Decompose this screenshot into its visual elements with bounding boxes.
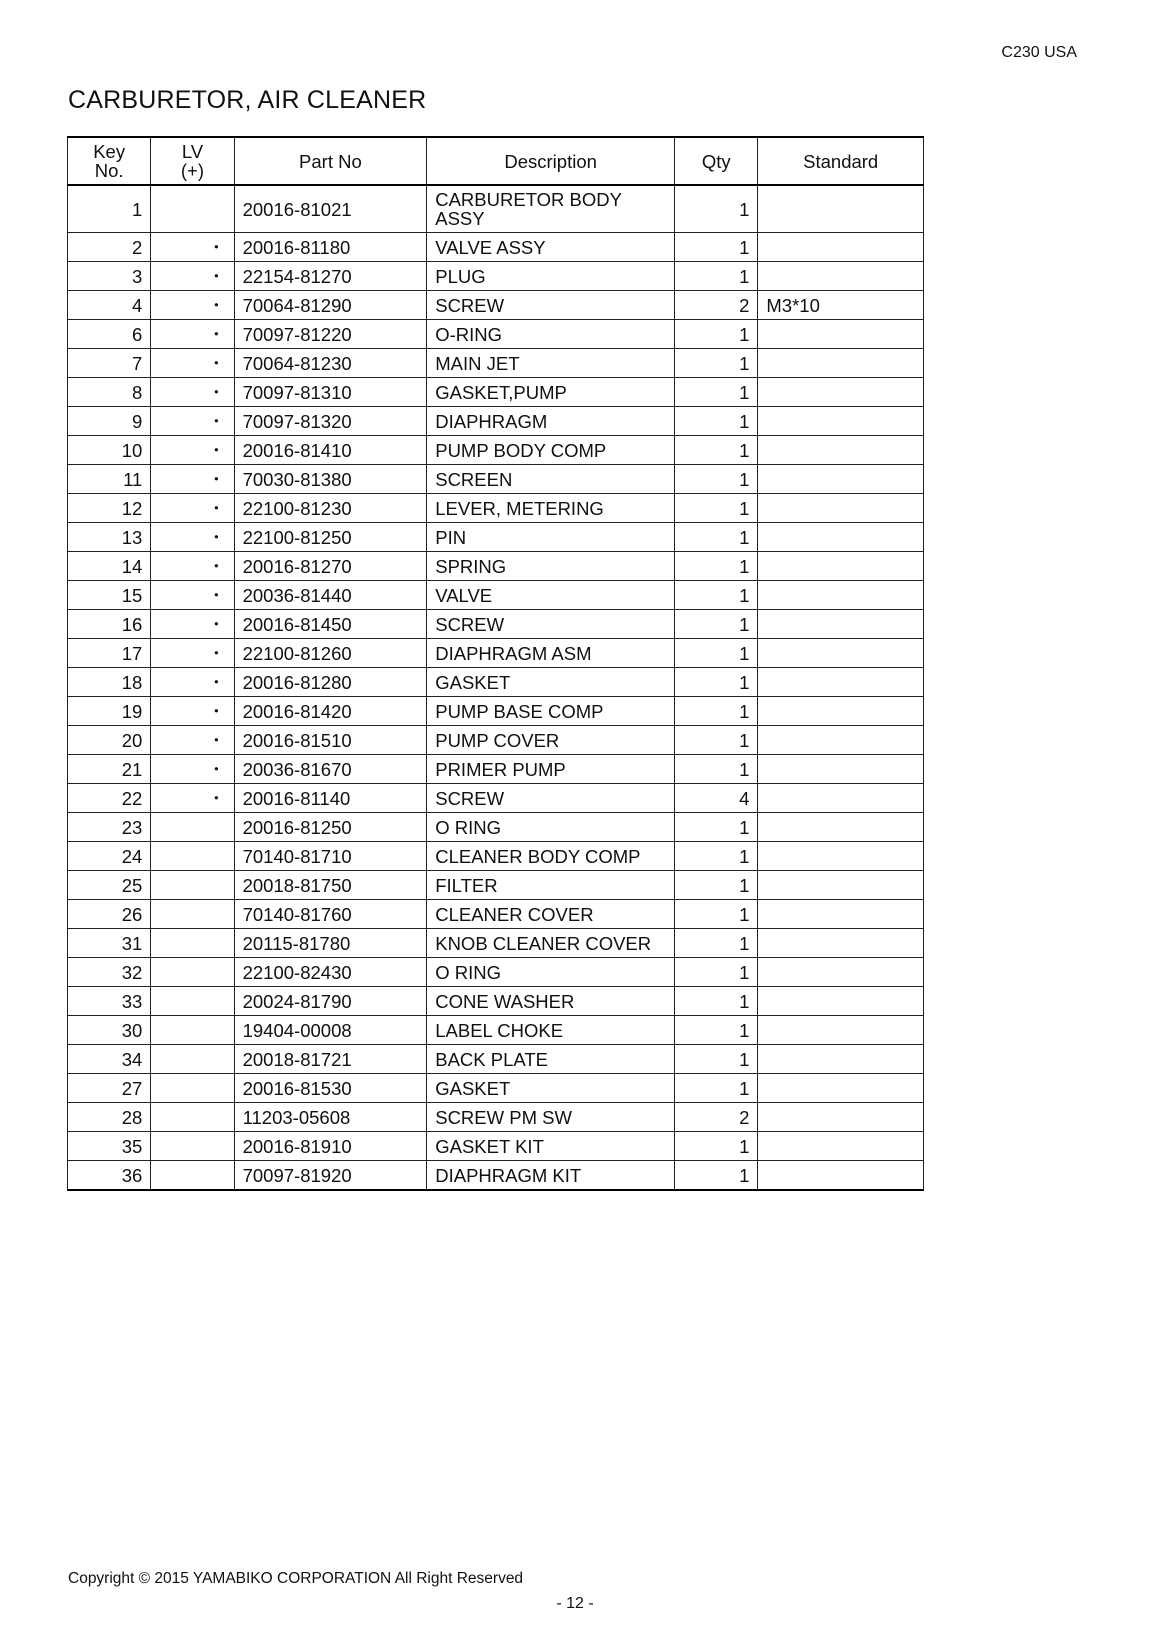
table-row — [68, 668, 924, 697]
table-row — [68, 262, 924, 291]
table-row — [68, 1103, 924, 1132]
table-row — [68, 1132, 924, 1161]
level-cell: ・ — [151, 581, 234, 610]
standard-cell — [758, 1161, 924, 1191]
key-no-cell: 21 — [68, 755, 151, 784]
standard-cell — [758, 1074, 924, 1103]
key-no-cell: 17 — [68, 639, 151, 668]
standard-cell — [758, 871, 924, 900]
key-no-cell: 36 — [68, 1161, 151, 1191]
model-label: C230 USA — [1001, 44, 1077, 61]
standard-cell — [758, 610, 924, 639]
description-cell: SCREW PM SW — [427, 1103, 675, 1132]
level-cell: ・ — [151, 784, 234, 813]
standard-cell — [758, 697, 924, 726]
key-no-cell: 1 — [68, 185, 151, 233]
standard-cell — [758, 233, 924, 262]
parts-table-header — [68, 137, 924, 185]
qty-cell: 1 — [675, 697, 758, 726]
key-no-cell: 8 — [68, 378, 151, 407]
table-row — [68, 784, 924, 813]
description-cell: SPRING — [427, 552, 675, 581]
table-row — [68, 291, 924, 320]
table-row — [68, 233, 924, 262]
description-cell: SCREEN — [427, 465, 675, 494]
table-row — [68, 871, 924, 900]
level-cell: ・ — [151, 291, 234, 320]
part-no-cell: 70030-81380 — [234, 465, 427, 494]
qty-cell: 1 — [675, 929, 758, 958]
standard-cell — [758, 185, 924, 233]
qty-cell: 4 — [675, 784, 758, 813]
level-cell: ・ — [151, 320, 234, 349]
description-cell: CARBURETOR BODY ASSY — [427, 185, 675, 233]
description-cell: PRIMER PUMP — [427, 755, 675, 784]
level-cell — [151, 1074, 234, 1103]
standard-cell — [758, 813, 924, 842]
part-no-cell: 20016-81140 — [234, 784, 427, 813]
key-no-cell: 25 — [68, 871, 151, 900]
key-no-cell: 2 — [68, 233, 151, 262]
qty-cell: 1 — [675, 639, 758, 668]
page-number: - 12 - — [556, 1595, 594, 1612]
standard-cell — [758, 958, 924, 987]
part-no-cell: 22100-81230 — [234, 494, 427, 523]
table-row — [68, 813, 924, 842]
page-title: CARBURETOR, AIR CLEANER — [68, 86, 427, 114]
part-no-cell: 22100-81250 — [234, 523, 427, 552]
description-cell: CONE WASHER — [427, 987, 675, 1016]
level-cell: ・ — [151, 494, 234, 523]
table-row — [68, 1161, 924, 1191]
level-cell — [151, 929, 234, 958]
key-no-cell: 11 — [68, 465, 151, 494]
level-cell: ・ — [151, 378, 234, 407]
key-no-cell: 3 — [68, 262, 151, 291]
table-row — [68, 639, 924, 668]
description-cell: MAIN JET — [427, 349, 675, 378]
level-cell: ・ — [151, 233, 234, 262]
standard-cell — [758, 755, 924, 784]
level-cell: ・ — [151, 407, 234, 436]
column-header-lv: LV (+) — [151, 137, 234, 185]
key-no-cell: 14 — [68, 552, 151, 581]
standard-cell — [758, 552, 924, 581]
key-no-cell: 33 — [68, 987, 151, 1016]
part-no-cell: 70097-81220 — [234, 320, 427, 349]
description-cell: VALVE — [427, 581, 675, 610]
part-no-cell: 20016-81280 — [234, 668, 427, 697]
key-no-cell: 15 — [68, 581, 151, 610]
key-no-cell: 18 — [68, 668, 151, 697]
level-cell: ・ — [151, 552, 234, 581]
level-cell: ・ — [151, 465, 234, 494]
standard-cell — [758, 349, 924, 378]
part-no-cell: 22100-81260 — [234, 639, 427, 668]
qty-cell: 1 — [675, 320, 758, 349]
part-no-cell: 20018-81750 — [234, 871, 427, 900]
key-no-cell: 22 — [68, 784, 151, 813]
table-row — [68, 407, 924, 436]
level-cell — [151, 842, 234, 871]
qty-cell: 1 — [675, 1074, 758, 1103]
qty-cell: 1 — [675, 552, 758, 581]
table-row — [68, 987, 924, 1016]
description-cell: CLEANER BODY COMP — [427, 842, 675, 871]
qty-cell: 1 — [675, 407, 758, 436]
part-no-cell: 20016-81450 — [234, 610, 427, 639]
description-cell: GASKET — [427, 1074, 675, 1103]
table-row — [68, 494, 924, 523]
table-row — [68, 1016, 924, 1045]
part-no-cell: 20016-81530 — [234, 1074, 427, 1103]
key-no-cell: 34 — [68, 1045, 151, 1074]
qty-cell: 1 — [675, 610, 758, 639]
part-no-cell: 70140-81760 — [234, 900, 427, 929]
level-cell: ・ — [151, 349, 234, 378]
level-cell — [151, 987, 234, 1016]
description-cell: PUMP BODY COMP — [427, 436, 675, 465]
table-row — [68, 465, 924, 494]
qty-cell: 1 — [675, 378, 758, 407]
description-cell: PLUG — [427, 262, 675, 291]
standard-cell — [758, 639, 924, 668]
table-row — [68, 320, 924, 349]
part-no-cell: 70097-81920 — [234, 1161, 427, 1191]
column-header-qty: Qty — [675, 137, 758, 185]
standard-cell — [758, 1045, 924, 1074]
standard-cell — [758, 523, 924, 552]
description-cell: PUMP BASE COMP — [427, 697, 675, 726]
level-cell — [151, 185, 234, 233]
table-row — [68, 436, 924, 465]
level-cell — [151, 1103, 234, 1132]
standard-cell — [758, 378, 924, 407]
key-no-cell: 13 — [68, 523, 151, 552]
level-cell — [151, 813, 234, 842]
qty-cell: 1 — [675, 349, 758, 378]
qty-cell: 1 — [675, 1132, 758, 1161]
qty-cell: 1 — [675, 813, 758, 842]
key-no-cell: 30 — [68, 1016, 151, 1045]
description-cell: PIN — [427, 523, 675, 552]
copyright-notice: Copyright © 2015 YAMABIKO CORPORATION All Right Reserved — [68, 1570, 524, 1587]
part-no-cell: 20016-81410 — [234, 436, 427, 465]
description-cell: DIAPHRAGM — [427, 407, 675, 436]
qty-cell: 1 — [675, 494, 758, 523]
part-no-cell: 70097-81320 — [234, 407, 427, 436]
level-cell: ・ — [151, 755, 234, 784]
description-cell: SCREW — [427, 610, 675, 639]
level-cell: ・ — [151, 436, 234, 465]
key-no-cell: 35 — [68, 1132, 151, 1161]
table-row — [68, 755, 924, 784]
level-cell: ・ — [151, 668, 234, 697]
qty-cell: 1 — [675, 668, 758, 697]
table-row — [68, 378, 924, 407]
qty-cell: 1 — [675, 581, 758, 610]
key-no-cell: 27 — [68, 1074, 151, 1103]
description-cell: O RING — [427, 958, 675, 987]
description-cell: GASKET,PUMP — [427, 378, 675, 407]
standard-cell — [758, 900, 924, 929]
part-no-cell: 20018-81721 — [234, 1045, 427, 1074]
standard-cell — [758, 842, 924, 871]
qty-cell: 1 — [675, 262, 758, 291]
key-no-cell: 19 — [68, 697, 151, 726]
table-row — [68, 900, 924, 929]
table-row — [68, 581, 924, 610]
part-no-cell: 20016-81250 — [234, 813, 427, 842]
qty-cell: 1 — [675, 958, 758, 987]
column-header-standard: Standard — [758, 137, 924, 185]
table-row — [68, 842, 924, 871]
qty-cell: 1 — [675, 523, 758, 552]
standard-cell — [758, 1103, 924, 1132]
description-cell: CLEANER COVER — [427, 900, 675, 929]
table-row — [68, 929, 924, 958]
level-cell — [151, 1161, 234, 1191]
description-cell: DIAPHRAGM KIT — [427, 1161, 675, 1191]
qty-cell: 2 — [675, 291, 758, 320]
table-row — [68, 958, 924, 987]
part-no-cell: 70064-81230 — [234, 349, 427, 378]
part-no-cell: 20115-81780 — [234, 929, 427, 958]
qty-cell: 1 — [675, 233, 758, 262]
key-no-cell: 7 — [68, 349, 151, 378]
key-no-cell: 26 — [68, 900, 151, 929]
key-no-cell: 6 — [68, 320, 151, 349]
part-no-cell: 20016-81021 — [234, 185, 427, 233]
standard-cell — [758, 465, 924, 494]
key-no-cell: 32 — [68, 958, 151, 987]
description-cell: O RING — [427, 813, 675, 842]
column-header-description: Description — [427, 137, 675, 185]
level-cell — [151, 871, 234, 900]
part-no-cell: 70064-81290 — [234, 291, 427, 320]
standard-cell — [758, 1016, 924, 1045]
standard-cell — [758, 494, 924, 523]
description-cell: PUMP COVER — [427, 726, 675, 755]
qty-cell: 1 — [675, 1161, 758, 1191]
level-cell: ・ — [151, 639, 234, 668]
description-cell: LEVER, METERING — [427, 494, 675, 523]
standard-cell — [758, 1132, 924, 1161]
part-no-cell: 22100-82430 — [234, 958, 427, 987]
table-row — [68, 1045, 924, 1074]
description-cell: FILTER — [427, 871, 675, 900]
column-header-part-no: Part No — [234, 137, 427, 185]
parts-table-body — [68, 185, 924, 1190]
standard-cell — [758, 581, 924, 610]
qty-cell: 1 — [675, 436, 758, 465]
key-no-cell: 20 — [68, 726, 151, 755]
level-cell: ・ — [151, 697, 234, 726]
standard-cell — [758, 784, 924, 813]
table-row — [68, 349, 924, 378]
standard-cell — [758, 929, 924, 958]
qty-cell: 1 — [675, 900, 758, 929]
description-cell: VALVE ASSY — [427, 233, 675, 262]
part-no-cell: 20016-81270 — [234, 552, 427, 581]
standard-cell: M3*10 — [758, 291, 924, 320]
description-cell: O-RING — [427, 320, 675, 349]
level-cell — [151, 1016, 234, 1045]
part-no-cell: 70140-81710 — [234, 842, 427, 871]
part-no-cell: 22154-81270 — [234, 262, 427, 291]
level-cell: ・ — [151, 523, 234, 552]
qty-cell: 1 — [675, 842, 758, 871]
key-no-cell: 16 — [68, 610, 151, 639]
level-cell — [151, 900, 234, 929]
description-cell: KNOB CLEANER COVER — [427, 929, 675, 958]
part-no-cell: 20024-81790 — [234, 987, 427, 1016]
part-no-cell: 20016-81510 — [234, 726, 427, 755]
standard-cell — [758, 668, 924, 697]
key-no-cell: 23 — [68, 813, 151, 842]
level-cell — [151, 958, 234, 987]
qty-cell: 1 — [675, 987, 758, 1016]
table-row — [68, 610, 924, 639]
part-no-cell: 20016-81910 — [234, 1132, 427, 1161]
standard-cell — [758, 726, 924, 755]
key-no-cell: 4 — [68, 291, 151, 320]
column-header-key: Key No. — [68, 137, 151, 185]
table-row — [68, 185, 924, 233]
description-cell: DIAPHRAGM ASM — [427, 639, 675, 668]
level-cell: ・ — [151, 610, 234, 639]
table-row — [68, 552, 924, 581]
key-no-cell: 12 — [68, 494, 151, 523]
description-cell: GASKET — [427, 668, 675, 697]
parts-table — [67, 136, 924, 1191]
qty-cell: 1 — [675, 726, 758, 755]
level-cell: ・ — [151, 262, 234, 291]
table-row — [68, 523, 924, 552]
key-no-cell: 9 — [68, 407, 151, 436]
table-row — [68, 1074, 924, 1103]
qty-cell: 2 — [675, 1103, 758, 1132]
standard-cell — [758, 407, 924, 436]
part-no-cell: 20036-81670 — [234, 755, 427, 784]
part-no-cell: 11203-05608 — [234, 1103, 427, 1132]
qty-cell: 1 — [675, 1016, 758, 1045]
key-no-cell: 10 — [68, 436, 151, 465]
level-cell: ・ — [151, 726, 234, 755]
standard-cell — [758, 987, 924, 1016]
part-no-cell: 70097-81310 — [234, 378, 427, 407]
part-no-cell: 20016-81420 — [234, 697, 427, 726]
description-cell: LABEL CHOKE — [427, 1016, 675, 1045]
standard-cell — [758, 436, 924, 465]
qty-cell: 1 — [675, 1045, 758, 1074]
level-cell — [151, 1045, 234, 1074]
table-row — [68, 697, 924, 726]
table-row — [68, 726, 924, 755]
description-cell: BACK PLATE — [427, 1045, 675, 1074]
part-no-cell: 20016-81180 — [234, 233, 427, 262]
level-cell — [151, 1132, 234, 1161]
part-no-cell: 19404-00008 — [234, 1016, 427, 1045]
description-cell: GASKET KIT — [427, 1132, 675, 1161]
qty-cell: 1 — [675, 871, 758, 900]
description-cell: SCREW — [427, 784, 675, 813]
qty-cell: 1 — [675, 465, 758, 494]
key-no-cell: 31 — [68, 929, 151, 958]
qty-cell: 1 — [675, 185, 758, 233]
standard-cell — [758, 320, 924, 349]
part-no-cell: 20036-81440 — [234, 581, 427, 610]
qty-cell: 1 — [675, 755, 758, 784]
key-no-cell: 28 — [68, 1103, 151, 1132]
key-no-cell: 24 — [68, 842, 151, 871]
description-cell: SCREW — [427, 291, 675, 320]
standard-cell — [758, 262, 924, 291]
